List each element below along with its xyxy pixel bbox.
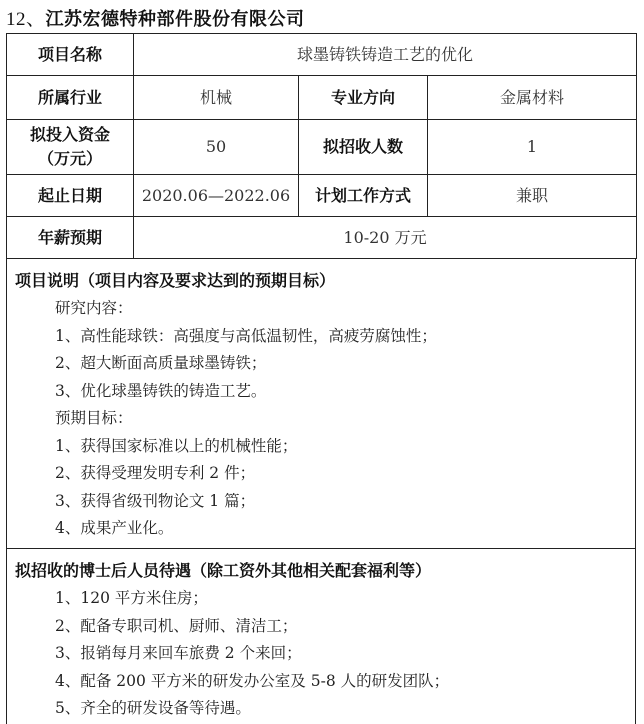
benefits-section: [6, 549, 636, 724]
research-item: 3、优化球墨铸铁的铸造工艺。: [55, 381, 267, 400]
dates-label: 起止日期: [7, 175, 134, 217]
work-mode-value: 兼职: [428, 175, 637, 217]
project-name-value: 球墨铸铁铸造工艺的优化: [134, 34, 637, 76]
salary-label: 年薪预期: [7, 217, 134, 259]
salary-value: 10-20 万元: [134, 217, 637, 259]
goals-heading: 预期目标：: [55, 409, 133, 427]
benefit-item: 3、报销每月来回车旅费 2 个来回；: [55, 644, 302, 662]
industry-value: 机械: [134, 76, 299, 120]
page-title: [6, 4, 305, 31]
project-description-section: [6, 259, 636, 549]
title-number: 12、: [6, 9, 46, 30]
industry-label: 所属行业: [7, 76, 134, 120]
investment-label-line2: （万元）: [37, 149, 102, 168]
benefit-item: 2、配备专职司机、厨师、清洁工；: [55, 616, 298, 635]
project-name-label: 项目名称: [7, 34, 134, 76]
research-item: 2、超大断面高质量球墨铸铁；: [55, 354, 267, 372]
row-project-name: [7, 34, 637, 76]
goal-item: 4、成果产业化。: [55, 519, 174, 537]
research-item: 1、高性能球铁：高强度与高低温韧性，高疲劳腐蚀性；: [55, 326, 437, 345]
company-name: 江苏宏德特种部件股份有限公司: [45, 9, 305, 30]
benefit-item: 5、齐全的研发设备等待遇。: [55, 699, 251, 717]
dates-value: 2020.06—2022.06: [134, 175, 299, 217]
recruit-value: 1: [428, 120, 637, 175]
investment-label-line1: 拟投入资金: [29, 125, 110, 144]
description-heading: 项目说明（项目内容及要求达到的预期目标）: [15, 271, 336, 290]
work-mode-label: 计划工作方式: [299, 175, 428, 217]
research-heading: 研究内容：: [55, 299, 133, 317]
goal-item: 2、获得受理发明专利 2 件；: [55, 464, 256, 482]
recruit-label: 拟招收人数: [299, 120, 428, 175]
benefits-heading: 拟招收的博士后人员待遇（除工资外其他相关配套福利等）: [15, 561, 432, 580]
benefit-item: 1、120 平方米住房；: [55, 589, 208, 607]
row-industry: [7, 76, 637, 120]
investment-label: [7, 120, 134, 175]
row-dates: [7, 175, 637, 217]
goal-item: 3、获得省级刊物论文 1 篇；: [55, 491, 256, 510]
major-value: 金属材料: [428, 76, 637, 120]
goal-item: 1、获得国家标准以上的机械性能；: [55, 436, 298, 455]
row-investment: [7, 120, 637, 175]
major-label: 专业方向: [299, 76, 428, 120]
benefit-item: 4、配备 200 平方米的研发办公室及 5-8 人的研发团队；: [55, 671, 450, 690]
project-info-table: [6, 33, 637, 259]
row-salary: [7, 217, 637, 259]
investment-value: 50: [134, 120, 299, 175]
